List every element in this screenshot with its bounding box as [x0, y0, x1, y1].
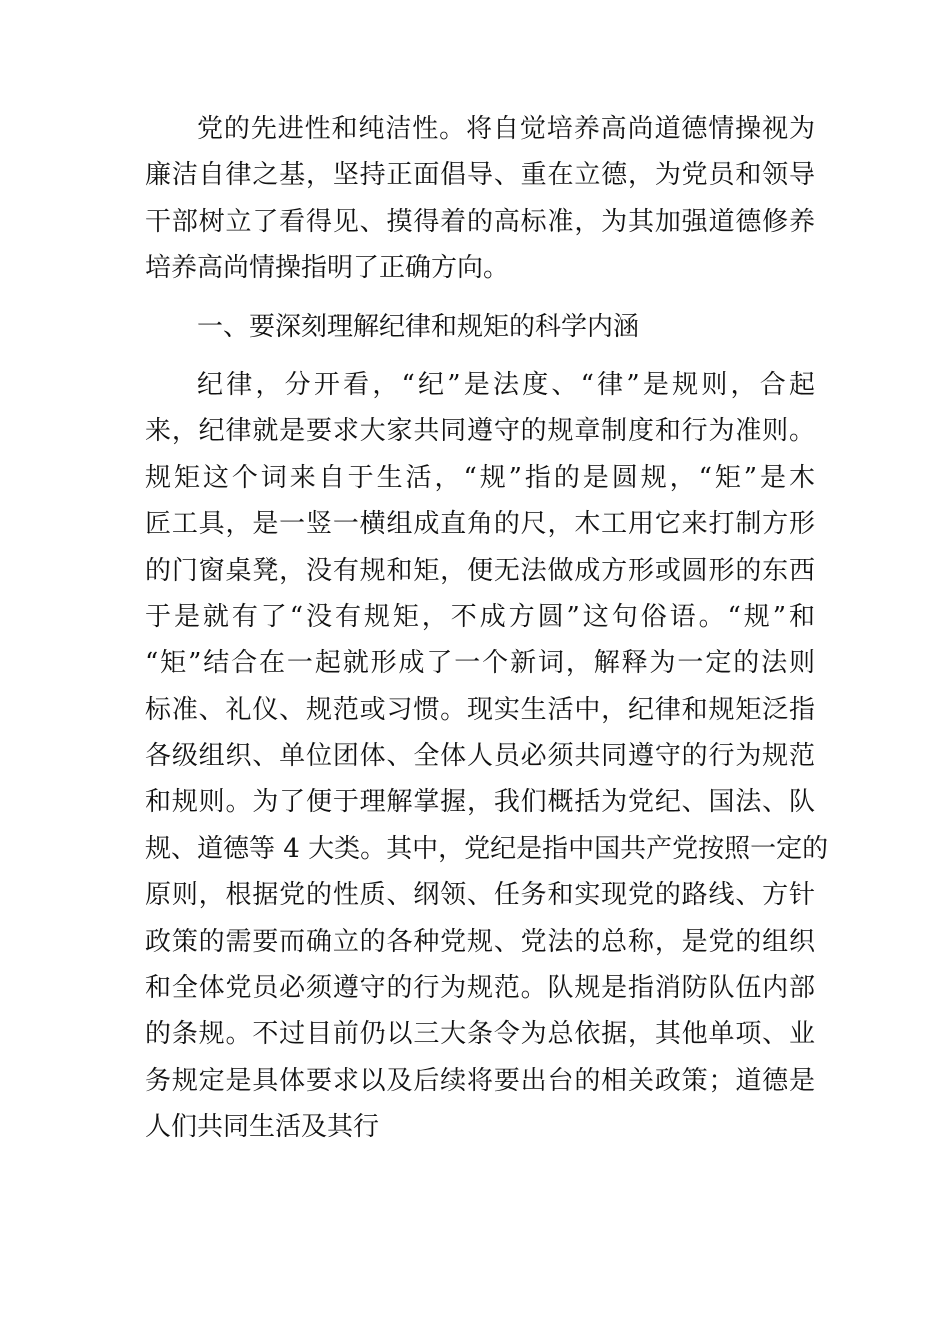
paragraph-2-line-15: 的条规。不过目前仍以三大条令为总依据，其他单项、业: [145, 1019, 815, 1050]
paragraph-2-line-2: 来，纪律就是要求大家共同遵守的规章制度和行为准则。: [145, 416, 815, 447]
paragraph-1-line-1: 党的先进性和纯洁性。将自觉培养高尚道德情操视为: [197, 114, 815, 144]
paragraph-1-line-2: 廉洁自律之基，坚持正面倡导、重在立德，为党员和领导: [145, 160, 815, 191]
paragraph-2-line-1: 纪律，分开看，“纪”是法度、“律”是规则，合起: [197, 369, 815, 400]
paragraph-2-line-13: 政策的需要而确立的各种党规、党法的总称，是党的组织: [145, 926, 815, 957]
section-heading: 一、要深刻理解纪律和规矩的科学内涵: [197, 311, 640, 342]
paragraph-2-line-12: 原则，根据党的性质、纲领、任务和实现党的路线、方针: [145, 880, 815, 911]
document-body: [145, 106, 829, 1151]
paragraph-2-line-10: 和规则。为了便于理解掌握，我们概括为党纪、国法、队: [145, 787, 815, 818]
spacer: [145, 350, 815, 362]
paragraph-2-line-16: 务规定是具体要求以及后续将要出台的相关政策；道德是: [145, 1065, 815, 1096]
spacer: [145, 292, 815, 304]
paragraph-2-line-4: 匠工具，是一竖一横组成直角的尺，木工用它来打制方形: [145, 509, 815, 540]
paragraph-2-line-3: 规矩这个词来自于生活，“规”指的是圆规，“矩”是木: [145, 462, 815, 493]
paragraph-2-line-8: 标准、礼仪、规范或习惯。现实生活中，纪律和规矩泛指: [145, 694, 815, 725]
paragraph-1-line-4: 培养高尚情操指明了正确方向。: [145, 253, 510, 284]
paragraph-2-line-6: 于是就有了“没有规矩，不成方圆”这句俗语。“规”和: [145, 601, 815, 632]
paragraph-2-line-7: “矩”结合在一起就形成了一个新词，解释为一定的法则: [145, 648, 815, 679]
paragraph-2-line-5: 的门窗桌凳，没有规和矩，便无法做成方形或圆形的东西: [145, 555, 815, 586]
paragraph-1-line-3: 干部树立了看得见、摸得着的高标准，为其加强道德修养: [145, 206, 815, 237]
paragraph-2-line-14: 和全体党员必须遵守的行为规范。队规是指消防队伍内部: [145, 973, 815, 1004]
paragraph-2-line-11: 规、道德等 4 大类。其中，党纪是指中国共产党按照一定的: [145, 833, 829, 864]
paragraph-2-line-17: 人们共同生活及其行: [145, 1112, 380, 1143]
paragraph-2-line-9: 各级组织、单位团体、全体人员必须共同遵守的行为规范: [145, 741, 815, 772]
